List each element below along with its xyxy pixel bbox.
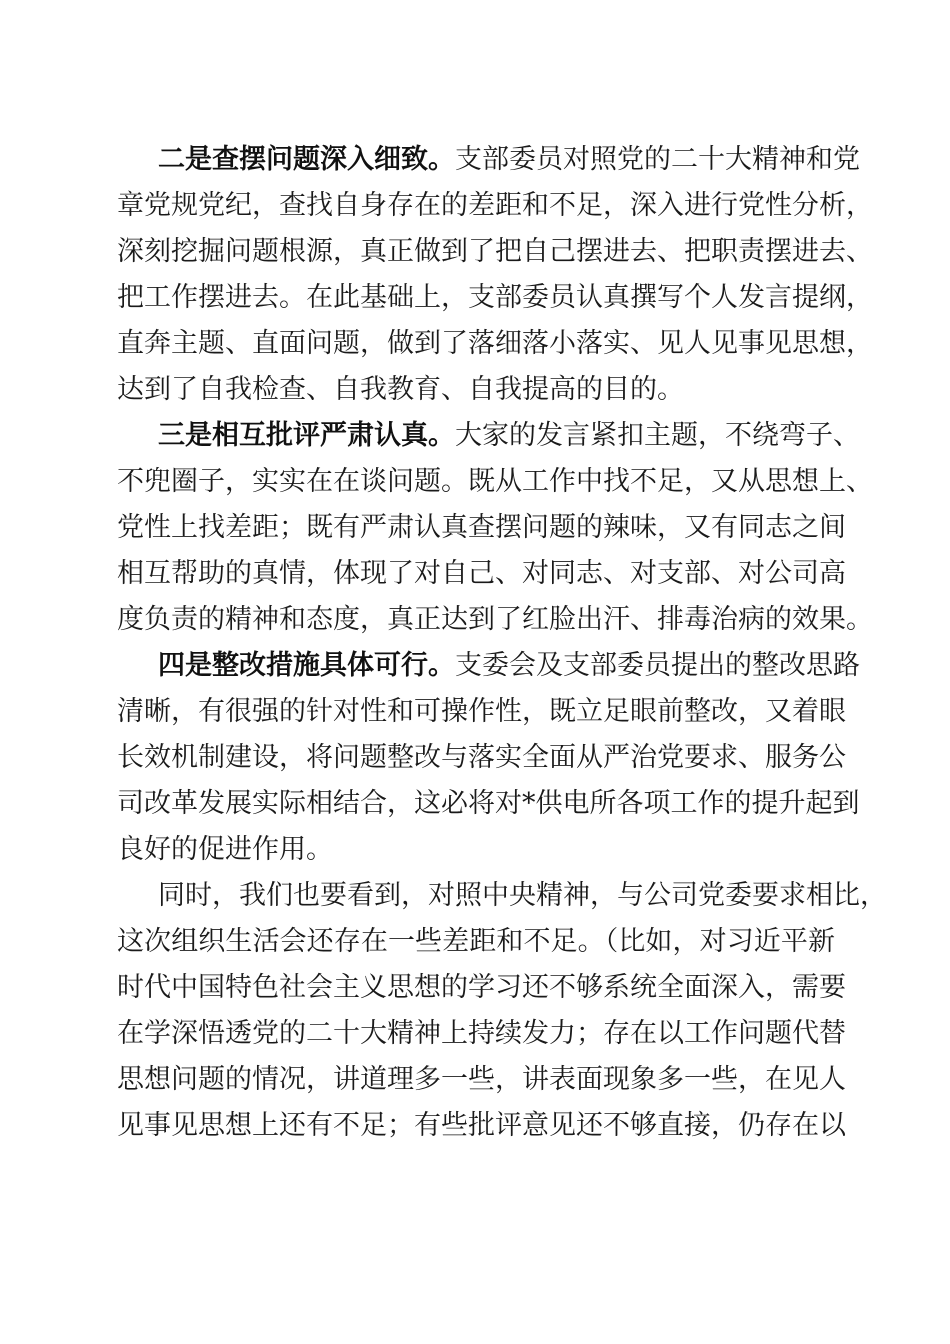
paragraph-text: 支委会及支部委员提出的整改思路 [455, 650, 860, 681]
paragraph-line: 把工作摆进去。在此基础上，支部委员认真撰写个人发言提纲， [117, 282, 873, 313]
paragraph-line: 在学深悟透党的二十大精神上持续发力；存在以工作问题代替 [117, 1018, 846, 1049]
paragraph-line: 长效机制建设，将问题整改与落实全面从严治党要求、服务公 [117, 742, 846, 773]
paragraph-line: 相互帮助的真情，体现了对自己、对同志、对支部、对公司高 [117, 558, 846, 589]
paragraph-lead: 二是查摆问题深入细致。 [158, 144, 455, 175]
paragraph-line: 时代中国特色社会主义思想的学习还不够系统全面深入，需要 [117, 972, 846, 1003]
paragraph-line: 思想问题的情况，讲道理多一些，讲表面现象多一些，在见人 [117, 1064, 846, 1095]
paragraph-line: 直奔主题、直面问题，做到了落细落小落实、见人见事见思想， [117, 328, 873, 359]
paragraph-line: 良好的促进作用。 [117, 834, 333, 865]
paragraph-line: 不兜圈子，实实在在谈问题。既从工作中找不足，又从思想上、 [117, 466, 873, 497]
paragraph-lead: 四是整改措施具体可行。 [158, 650, 455, 681]
paragraph-line [158, 416, 860, 456]
paragraph-line: 司改革发展实际相结合，这必将对*供电所各项工作的提升起到 [117, 788, 860, 819]
paragraph-line: 深刻挖掘问题根源，真正做到了把自己摆进去、把职责摆进去、 [117, 236, 873, 267]
paragraph-line: 党性上找差距；既有严肃认真查摆问题的辣味，又有同志之间 [117, 512, 846, 543]
paragraph-line: 清晰，有很强的针对性和可操作性，既立足眼前整改，又着眼 [117, 696, 846, 727]
paragraph-line: 这次组织生活会还存在一些差距和不足。（比如，对习近平新 [117, 926, 835, 957]
paragraph-line: 达到了自我检查、自我教育、自我提高的目的。 [117, 374, 684, 405]
paragraph-line: 章党规党纪，查找自身存在的差距和不足，深入进行党性分析， [117, 190, 873, 221]
paragraph-line [158, 646, 860, 686]
paragraph-text: 大家的发言紧扣主题，不绕弯子、 [455, 420, 860, 451]
paragraph-line [158, 140, 860, 180]
paragraph-text: 支部委员对照党的二十大精神和党 [455, 144, 860, 175]
paragraph-line: 同时，我们也要看到，对照中央精神，与公司党委要求相比， [158, 880, 887, 911]
paragraph-line: 见事见思想上还有不足；有些批评意见还不够直接，仍存在以 [117, 1110, 846, 1141]
paragraph-lead: 三是相互批评严肃认真。 [158, 420, 455, 451]
paragraph-line: 度负责的精神和态度，真正达到了红脸出汗、排毒治病的效果。 [117, 604, 873, 635]
